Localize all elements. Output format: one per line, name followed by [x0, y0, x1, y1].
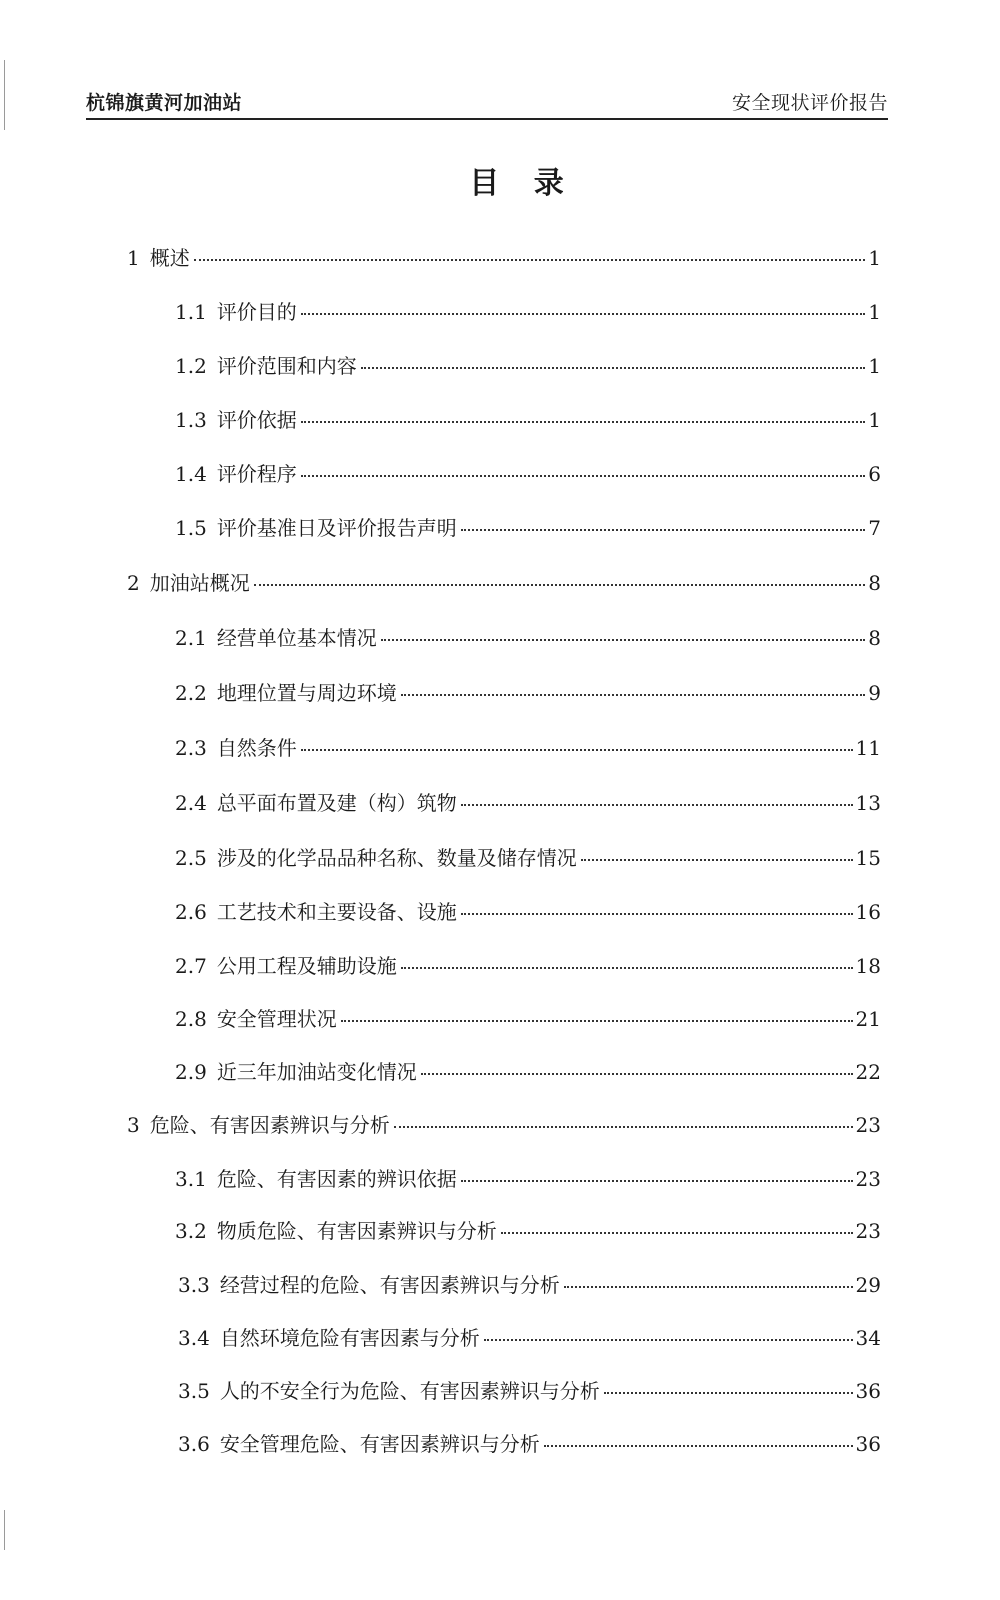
toc-entry[interactable]	[178, 1429, 881, 1459]
toc-number: 3.4	[178, 1326, 210, 1350]
toc-leader	[361, 366, 865, 369]
toc-leader	[564, 1285, 853, 1288]
toc-entry[interactable]	[178, 1376, 881, 1406]
toc-number: 2.3	[175, 736, 207, 760]
header-report-title: 安全现状评价报告	[731, 92, 888, 114]
toc-page: 7	[868, 516, 881, 540]
toc-number: 1.2	[175, 354, 207, 378]
toc-leader	[604, 1391, 853, 1394]
toc-label: 经营单位基本情况	[216, 626, 377, 650]
toc-number: 1.1	[175, 300, 207, 324]
toc-label: 安全管理状况	[216, 1007, 337, 1031]
toc-entry[interactable]	[178, 1323, 881, 1353]
toc-number: 1	[127, 246, 140, 270]
toc-entry[interactable]	[175, 897, 881, 927]
toc-leader	[501, 1231, 853, 1234]
toc-entry[interactable]	[127, 1110, 881, 1140]
toc-page: 29	[855, 1273, 881, 1297]
toc-entry[interactable]	[175, 951, 881, 981]
toc-page: 1	[868, 408, 881, 432]
toc-leader	[194, 258, 866, 261]
toc-page: 34	[855, 1326, 881, 1350]
toc-leader	[461, 803, 853, 806]
toc-page: 8	[868, 626, 881, 650]
toc-entry[interactable]	[175, 513, 881, 543]
page-title: 目 录	[469, 166, 576, 201]
toc-entry[interactable]	[175, 405, 881, 435]
toc-leader	[421, 1072, 853, 1075]
toc-page: 8	[868, 571, 881, 595]
toc-label: 危险、有害因素的辨识依据	[216, 1167, 457, 1191]
toc-page: 36	[855, 1379, 881, 1403]
toc-number: 3	[127, 1113, 140, 1137]
toc-page: 23	[855, 1113, 881, 1137]
toc-entry[interactable]	[175, 1164, 881, 1194]
toc-entry[interactable]	[175, 733, 881, 763]
toc-page: 6	[868, 462, 881, 486]
toc-label: 安全管理危险、有害因素辨识与分析	[219, 1432, 540, 1456]
toc-number: 2.1	[175, 626, 207, 650]
toc-number: 1.5	[175, 516, 207, 540]
toc-entry[interactable]	[175, 623, 881, 653]
toc-label: 自然环境危险有害因素与分析	[219, 1326, 480, 1350]
toc-entry[interactable]	[175, 1216, 881, 1246]
toc-number: 3.1	[175, 1167, 207, 1191]
toc-page: 1	[868, 300, 881, 324]
toc-leader	[401, 693, 865, 696]
toc-leader	[394, 1125, 853, 1128]
toc-number: 2.7	[175, 954, 207, 978]
toc-leader	[301, 312, 865, 315]
toc-entry[interactable]	[175, 678, 881, 708]
toc-label: 评价基准日及评价报告声明	[216, 516, 457, 540]
toc-entry[interactable]	[175, 459, 881, 489]
toc-entry[interactable]	[175, 1057, 881, 1087]
toc-page: 9	[868, 681, 881, 705]
toc-label: 近三年加油站变化情况	[216, 1060, 417, 1084]
toc-entry[interactable]	[175, 297, 881, 327]
toc-label: 公用工程及辅助设施	[216, 954, 397, 978]
toc-entry[interactable]	[178, 1270, 881, 1300]
toc-page: 11	[855, 736, 881, 760]
toc-leader	[461, 1179, 853, 1182]
toc-label: 工艺技术和主要设备、设施	[216, 900, 457, 924]
toc-number: 3.3	[178, 1273, 210, 1297]
toc-page: 18	[855, 954, 881, 978]
toc-entry[interactable]	[175, 788, 881, 818]
toc-label: 加油站概况	[149, 571, 250, 595]
toc-label: 地理位置与周边环境	[216, 681, 397, 705]
toc-number: 3.5	[178, 1379, 210, 1403]
toc-entry[interactable]	[175, 843, 881, 873]
toc-leader	[301, 420, 865, 423]
toc-label: 评价范围和内容	[216, 354, 357, 378]
toc-number: 3.2	[175, 1219, 207, 1243]
toc-label: 评价程序	[216, 462, 297, 486]
toc-leader	[301, 748, 853, 751]
toc-leader	[461, 912, 853, 915]
toc-page: 22	[855, 1060, 881, 1084]
toc-page: 1	[868, 246, 881, 270]
toc-page: 21	[855, 1007, 881, 1031]
toc-label: 物质危险、有害因素辨识与分析	[216, 1219, 497, 1243]
toc-entry[interactable]	[127, 243, 881, 273]
toc-page: 23	[855, 1167, 881, 1191]
toc-label: 概述	[149, 246, 190, 270]
toc-page: 36	[855, 1432, 881, 1456]
toc-page: 13	[855, 791, 881, 815]
toc-leader	[544, 1444, 853, 1447]
toc-page: 23	[855, 1219, 881, 1243]
toc-label: 涉及的化学品品种名称、数量及储存情况	[216, 846, 577, 870]
toc-page: 15	[855, 846, 881, 870]
toc-label: 经营过程的危险、有害因素辨识与分析	[219, 1273, 560, 1297]
toc-leader	[254, 583, 866, 586]
toc-number: 1.3	[175, 408, 207, 432]
toc-number: 2.8	[175, 1007, 207, 1031]
toc-entry[interactable]	[175, 1004, 881, 1034]
toc-leader	[484, 1338, 853, 1341]
toc-number: 3.6	[178, 1432, 210, 1456]
toc-leader	[301, 474, 865, 477]
toc-number: 1.4	[175, 462, 207, 486]
toc-label: 危险、有害因素辨识与分析	[149, 1113, 390, 1137]
toc-leader	[401, 966, 853, 969]
toc-number: 2.4	[175, 791, 207, 815]
toc-label: 评价目的	[216, 300, 297, 324]
toc-leader	[461, 528, 865, 531]
toc-number: 2.5	[175, 846, 207, 870]
toc-entry[interactable]	[175, 351, 881, 381]
toc-number: 2.2	[175, 681, 207, 705]
toc-label: 评价依据	[216, 408, 297, 432]
toc-leader	[381, 638, 865, 641]
toc-page: 1	[868, 354, 881, 378]
toc-number: 2.9	[175, 1060, 207, 1084]
toc-label: 总平面布置及建（构）筑物	[216, 791, 457, 815]
toc-number: 2	[127, 571, 140, 595]
toc-page: 16	[855, 900, 881, 924]
toc-leader	[581, 858, 853, 861]
toc-entry[interactable]	[127, 568, 881, 598]
toc-label: 自然条件	[216, 736, 297, 760]
toc-label: 人的不安全行为危险、有害因素辨识与分析	[219, 1379, 600, 1403]
toc-leader	[341, 1019, 853, 1022]
toc-number: 2.6	[175, 900, 207, 924]
header-station-name: 杭锦旗黄河加油站	[86, 92, 243, 114]
